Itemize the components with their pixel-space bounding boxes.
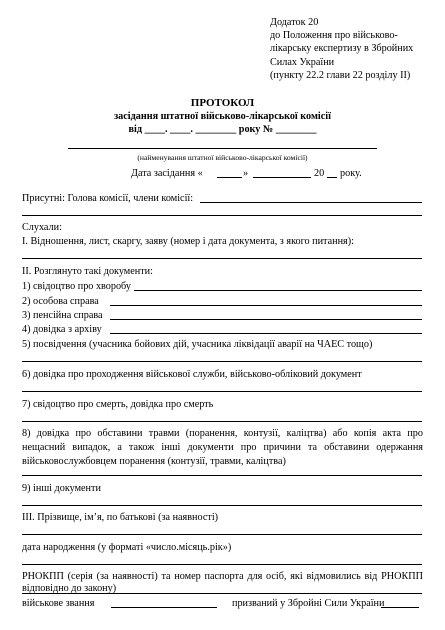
conscript-label: призваний у Збройні Сили України: [232, 598, 385, 609]
section-1-heading: I. Відношення, лист, скаргу, заяву (номер і дата документа, з якого питання):: [22, 236, 354, 247]
doc-item-7-field[interactable]: [22, 421, 422, 422]
doc-item-8-label: 8) довідка про обставини травми (поранення, контузії, каліцтва) або копія акта про нещасний випадок, а також інші документи про причини та обставини одержання військовослужбовцем поранення (контузії, травми, каліцтва): [22, 428, 423, 468]
doc-item-3-label: 3) пенсійна справа: [22, 310, 103, 321]
rank-label: військове звання: [22, 598, 95, 609]
rnokpp-label: РНОКПП (серія (за наявності) та номер паспорта для осіб, які відмовились від РНОКПП відповідно до закону): [22, 571, 423, 594]
rnokpp-field[interactable]: [22, 593, 422, 594]
doc-item-1-field[interactable]: [134, 290, 422, 291]
annex-line: Силах України: [270, 56, 335, 68]
birth-date-field[interactable]: [22, 564, 422, 565]
section-2-heading: II. Розглянуто такі документи:: [22, 266, 153, 277]
doc-item-9-field[interactable]: [22, 505, 422, 506]
commission-name-field[interactable]: [68, 148, 377, 149]
annex-line: Додаток 20: [270, 17, 319, 28]
session-year-prefix: 20: [314, 168, 325, 179]
doc-item-8-field[interactable]: [22, 475, 422, 476]
doc-item-6-field[interactable]: [22, 391, 422, 392]
present-field-continued[interactable]: [22, 215, 422, 216]
doc-item-2-field[interactable]: [110, 305, 422, 306]
session-date-mid: »: [243, 168, 249, 179]
doc-item-1-label: 1) свідоцтво про хворобу: [22, 281, 131, 292]
session-year-suffix: року.: [340, 168, 362, 179]
annex-line: лікарську експертизу в Збройних: [270, 43, 414, 55]
doc-item-6-label: 6) довідка про проходження військової служби, військово-обліковий документ: [22, 369, 362, 380]
conscript-field[interactable]: [381, 607, 419, 608]
doc-item-4-label: 4) довідка з архіву: [22, 324, 102, 335]
doc-item-3-field[interactable]: [110, 319, 422, 320]
session-date-label: Дата засідання «: [131, 168, 203, 179]
protocol-number-line: від ____. ____. ________ року № ________: [128, 124, 317, 135]
section-1-field[interactable]: [22, 258, 422, 259]
doc-item-5-label: 5) посвідчення (учасника бойових дій, учасника ліквідації аварії на ЧАЕС тощо): [22, 339, 373, 350]
session-day-field[interactable]: [217, 177, 242, 178]
annex-line: (пункту 22.2 глави 22 розділу II): [270, 69, 411, 81]
present-field[interactable]: [200, 202, 422, 203]
full-name-field[interactable]: [22, 534, 422, 535]
doc-item-4-field[interactable]: [110, 333, 422, 334]
birth-date-label: дата народження (у форматі «число.місяць.рік»): [22, 542, 232, 553]
doc-item-2-label: 2) особова справа: [22, 296, 99, 307]
document-subtitle: засідання штатної військово-лікарської комісії: [114, 111, 331, 122]
heard-label: Слухали:: [22, 222, 62, 233]
commission-name-caption: (найменування штатної військово-лікарської комісії): [137, 153, 308, 162]
doc-item-9-label: 9) інші документи: [22, 483, 101, 494]
session-year-field[interactable]: [327, 177, 337, 178]
session-month-field[interactable]: [253, 177, 311, 178]
rank-field[interactable]: [111, 607, 217, 608]
section-3-heading: III. Прізвище, ім’я, по батькові (за наявності): [22, 512, 219, 523]
annex-line: до Положення про військово-: [270, 30, 398, 42]
doc-item-7-label: 7) свідоцтво про смерть, довідка про смерть: [22, 399, 214, 410]
present-label: Присутні: Голова комісії, члени комісії:: [22, 193, 194, 204]
doc-item-5-field[interactable]: [22, 361, 422, 362]
document-title: ПРОТОКОЛ: [190, 97, 255, 109]
annex-reference: [270, 16, 440, 82]
